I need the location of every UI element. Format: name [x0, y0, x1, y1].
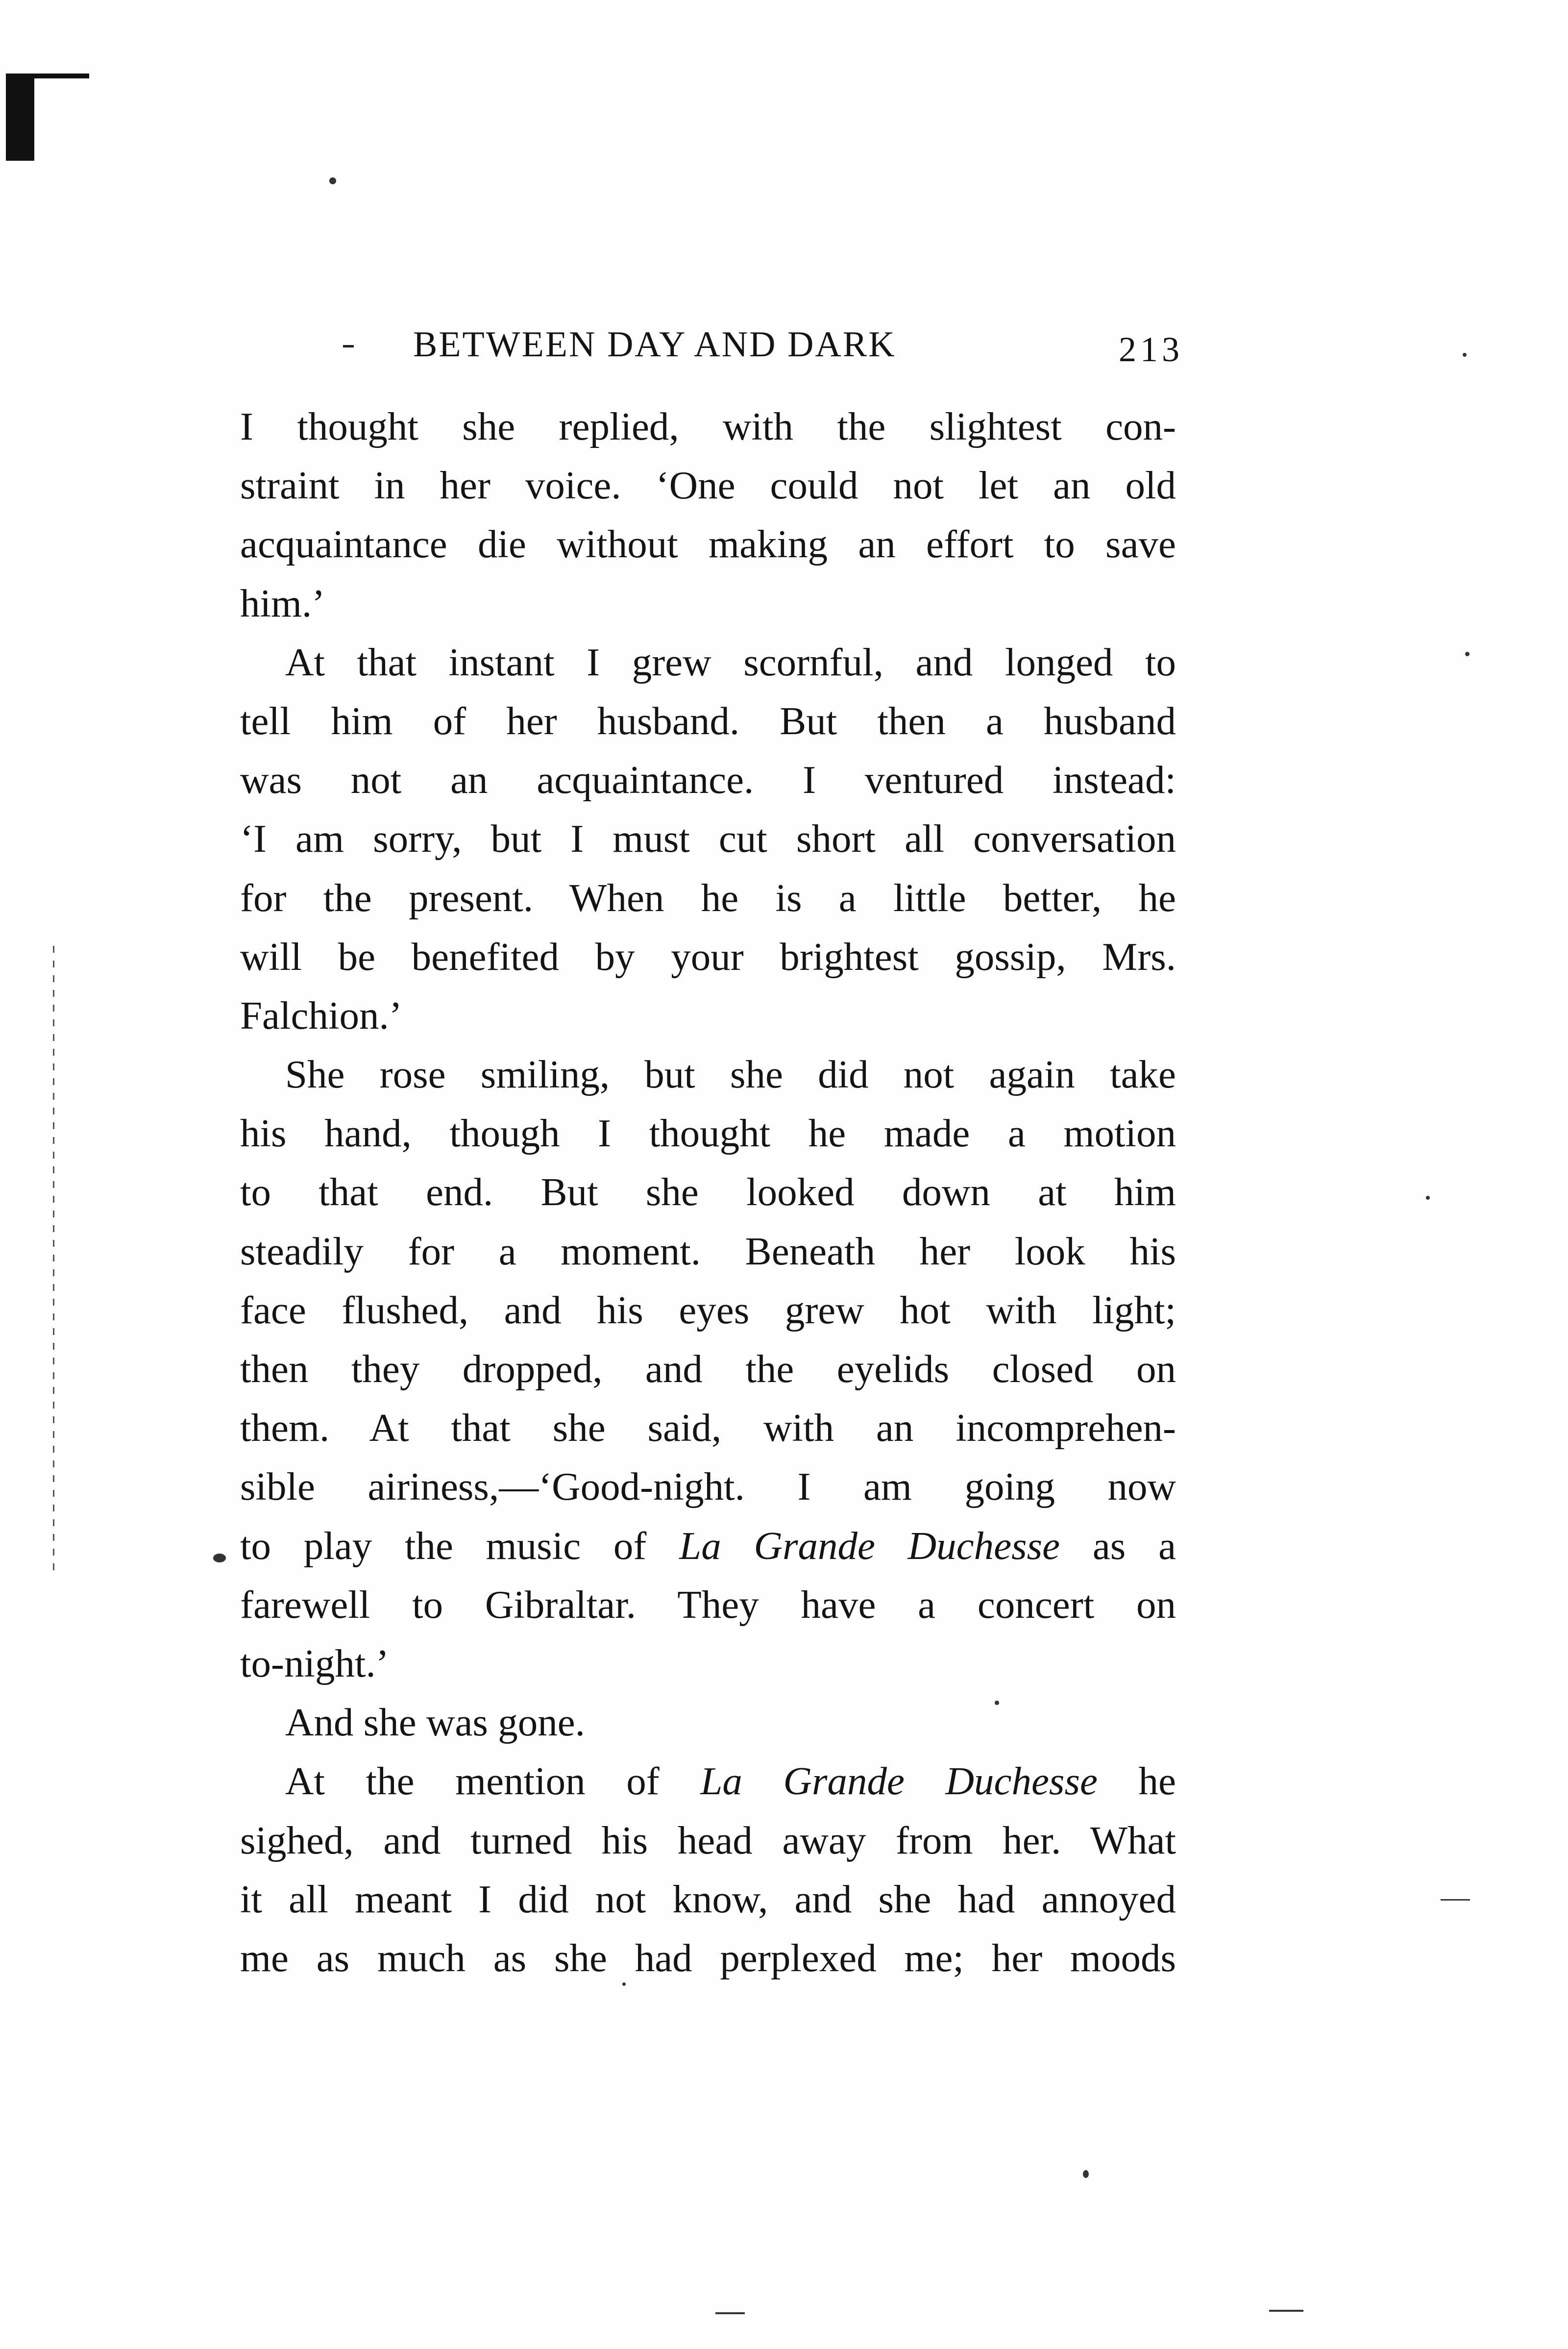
text-line: will be benefited by your brightest gossip, Mrs. — [240, 934, 1176, 979]
text-line: face flushed, and his eyes grew hot with light; — [240, 1287, 1176, 1332]
text-line: them. At that she said, with an incomprehen- — [240, 1406, 1176, 1450]
text-line: to-night.’ — [240, 1641, 389, 1685]
italic-title: La Grande Duchesse — [700, 1759, 1098, 1804]
text-line: sighed, and turned his head away from her. What — [240, 1818, 1176, 1862]
text-line: straint in her voice. ‘One could not let an old — [240, 463, 1176, 508]
scan-speck — [213, 1554, 226, 1562]
text-line: ‘I am sorry, but I must cut short all conversation — [240, 816, 1176, 861]
head-dash — [343, 345, 354, 347]
text-line — [240, 1752, 1176, 1810]
text-line: me as much as she had perplexed me; her moods — [240, 1935, 1176, 1980]
italic-title: La Grande Duchesse — [679, 1523, 1060, 1568]
page-edge-mark — [6, 74, 34, 161]
text-line: Falchion.’ — [240, 993, 402, 1038]
scan-speck — [329, 177, 336, 184]
body-text — [240, 397, 1176, 1987]
page-number: 213 — [1119, 330, 1183, 369]
scan-rule — [53, 946, 54, 1573]
text-line: acquaintance die without making an effort to save — [240, 522, 1176, 567]
text-run: he — [1138, 1759, 1176, 1804]
scan-speck — [1426, 1196, 1430, 1200]
text-line: sible airiness,—‘Good-night. I am going now — [240, 1464, 1176, 1509]
scan-dash — [1441, 1899, 1470, 1901]
text-line — [240, 1516, 1176, 1575]
running-title: BETWEEN DAY AND DARK — [413, 324, 896, 365]
text-line: it all meant I did not know, and she had annoyed — [240, 1877, 1176, 1921]
text-run: to play the music of — [240, 1523, 647, 1568]
text-line: him.’ — [240, 581, 325, 625]
scan-dash — [1269, 2310, 1303, 2312]
text-run: At the mention of — [285, 1759, 660, 1804]
text-line: She rose smiling, but she did not again take — [285, 1052, 1176, 1097]
scan-speck — [622, 1982, 626, 1986]
scan-speck — [1465, 652, 1470, 656]
text-line: was not an acquaintance. I ventured instead: — [240, 758, 1176, 802]
text-line: I thought she replied, with the slightest con- — [240, 404, 1176, 448]
text-line: to that end. But she looked down at him — [240, 1170, 1176, 1214]
text-line: tell him of her husband. But then a husband — [240, 698, 1176, 743]
text-line: his hand, though I thought he made a motion — [240, 1111, 1176, 1156]
text-line: At that instant I grew scornful, and longed to — [285, 640, 1176, 684]
text-run: as a — [1092, 1523, 1176, 1568]
text-line: for the present. When he is a little better, he — [240, 875, 1176, 920]
text-line: then they dropped, and the eyelids closed on — [240, 1347, 1176, 1391]
scan-dash — [715, 2312, 745, 2314]
text-line: steadily for a moment. Beneath her look his — [240, 1229, 1176, 1273]
scan-speck — [1463, 353, 1467, 357]
running-head — [343, 318, 1183, 371]
scan-speck — [1083, 2170, 1089, 2178]
text-line: And she was gone. — [285, 1700, 585, 1745]
text-line: farewell to Gibraltar. They have a concert on — [240, 1582, 1176, 1627]
scan-speck — [995, 1701, 999, 1705]
